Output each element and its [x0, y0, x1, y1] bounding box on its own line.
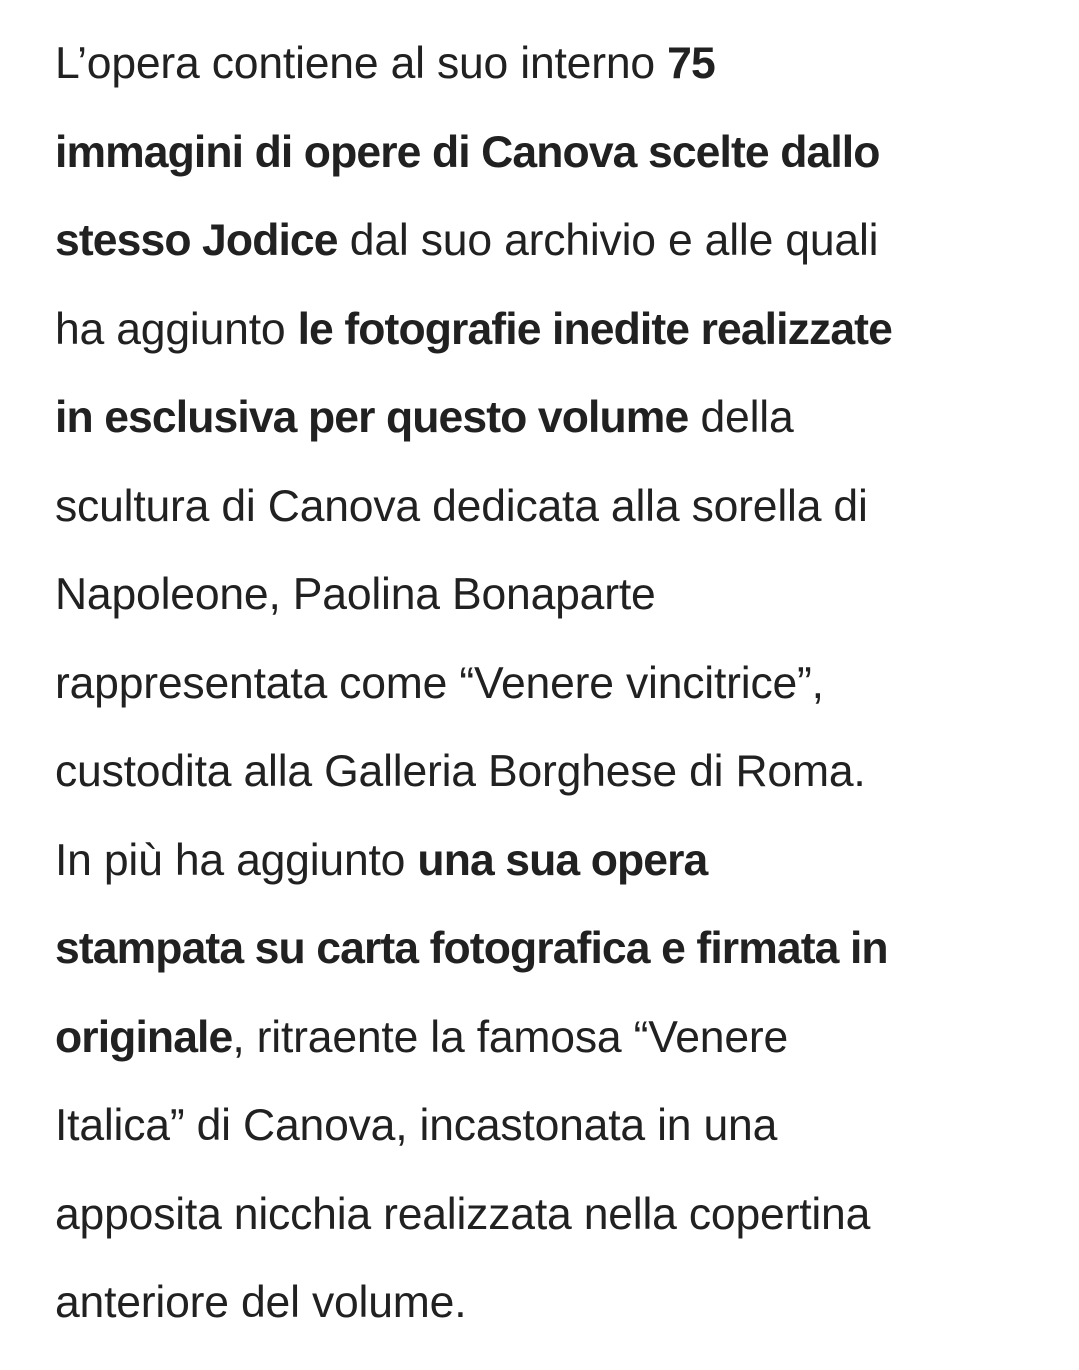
text-line	[55, 197, 1040, 286]
text-line	[55, 728, 1040, 817]
text-line	[55, 1171, 1040, 1260]
line-text: anteriore del volume.	[55, 1278, 467, 1327]
text-line	[55, 1259, 1040, 1348]
bold-text: 75	[667, 39, 715, 88]
text-line	[55, 109, 1040, 198]
line-text: Napoleone, Paolina Bonaparte	[55, 570, 656, 619]
text-line	[55, 463, 1040, 552]
line-text: della	[688, 393, 794, 442]
text-line	[55, 994, 1040, 1083]
article-paragraph	[55, 20, 1040, 1348]
bold-text: stampata su carta fotografica e firmata in	[55, 924, 888, 973]
bold-text: una sua opera	[417, 835, 708, 885]
bold-text: stesso Jodice	[55, 216, 338, 265]
bold-text: le fotografie inedite realizzate	[297, 304, 892, 354]
line-text: dal suo archivio e alle quali	[337, 216, 879, 265]
line-text: apposita nicchia realizzata nella copertina	[55, 1189, 871, 1239]
line-text: rappresentata come “Venere vincitrice”,	[55, 658, 824, 708]
text-line	[55, 374, 1040, 463]
text-line	[55, 286, 1040, 375]
text-line	[55, 640, 1040, 729]
line-text: scultura di Canova dedicata alla sorella di	[55, 481, 868, 531]
line-text: , ritraente la famosa “Venere	[232, 1012, 789, 1062]
text-line	[55, 1082, 1040, 1171]
text-line	[55, 551, 1040, 640]
line-text: custodita alla Galleria Borghese di Roma.	[55, 747, 866, 796]
line-text: L’opera contiene al suo interno	[55, 39, 668, 88]
text-line	[55, 905, 1040, 994]
bold-text: originale	[55, 1012, 233, 1062]
text-line	[55, 817, 1040, 906]
bold-text: in esclusiva per questo volume	[55, 393, 689, 442]
text-line	[55, 20, 1040, 109]
line-text: Italica” di Canova, incastonata in una	[55, 1101, 778, 1150]
bold-text: immagini di opere di Canova scelte dallo	[55, 127, 880, 177]
line-text: ha aggiunto	[55, 304, 298, 354]
article-body	[55, 20, 1040, 1348]
line-text: In più ha aggiunto	[55, 835, 418, 885]
